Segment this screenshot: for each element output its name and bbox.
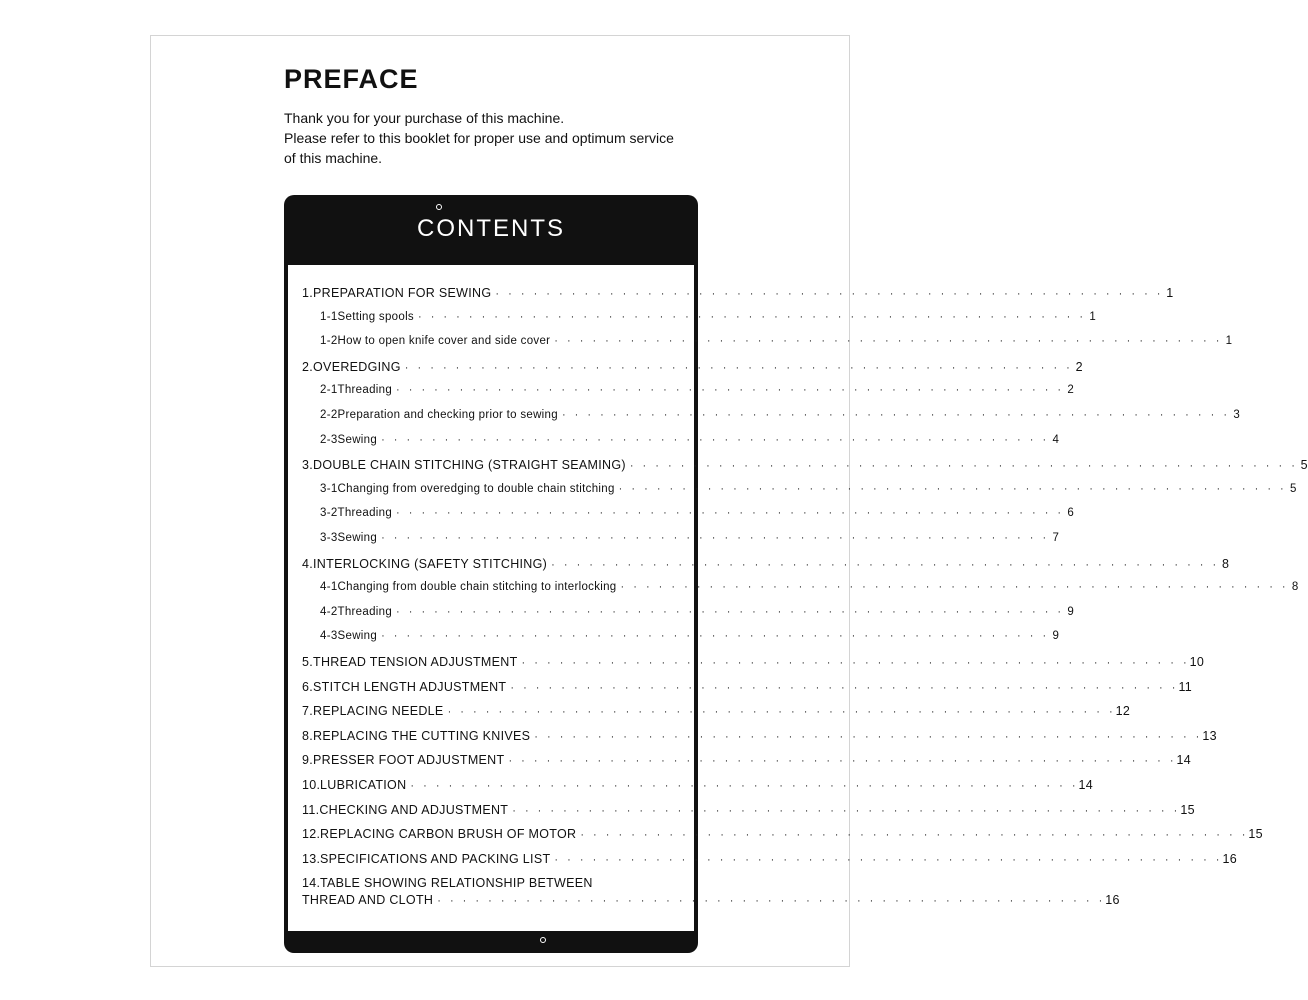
toc-entry-page: 1 xyxy=(1089,310,1097,323)
toc-entry-label: Sewing xyxy=(337,433,378,446)
toc-entry-number: 4-3 xyxy=(320,630,338,643)
toc-entry-page: 2 xyxy=(1075,359,1083,374)
toc-entry-number: 1. xyxy=(302,286,314,300)
toc-leader-dots: · · · · · · · · · · · · · · · · · · · · · · · · · · · · · · · · · · · · · · · · · · · · · · · · · · · · · xyxy=(410,780,1079,792)
toc-entry-label: Changing from double chain stitching to interlocking xyxy=(337,581,617,594)
toc-entry-page: 5 xyxy=(1290,482,1297,495)
toc-leader-dots: · · · · · · · · · · · · · · · · · · · · · · · · · · · · · · · · · · · · · · · · · · · · · · · · · · · · · xyxy=(554,853,1223,866)
toc-entry xyxy=(302,778,1094,796)
toc-entry xyxy=(302,556,1230,575)
toc-entry-label: THREAD TENSION ADJUSTMENT xyxy=(313,655,518,669)
toc-entry-page: 16 xyxy=(1222,851,1237,866)
toc-entry-number: 4-1 xyxy=(320,581,338,594)
toc-leader-dots: · · · · · · · · · · · · · · · · · · · · · · · · · · · · · · · · · · · · · · · · · · · · · · · · · · · · · xyxy=(512,804,1181,817)
toc-entry-page: 2 xyxy=(1067,384,1075,397)
toc-entry xyxy=(302,728,1217,747)
toc-entry-number: 3. xyxy=(302,458,314,473)
contents-title: CONTENTS xyxy=(417,215,565,242)
toc-entry xyxy=(320,384,1075,402)
toc-entry-label: REPLACING THE CUTTING KNIVES xyxy=(313,728,531,743)
toc-leader-dots: · · · · · · · · · · · · · · · · · · · · · · · · · · · · · · · · · · · · · · · · · · · · · · · · · · · · · xyxy=(510,681,1179,694)
toc-leader-dots: · · · · · · · · · · · · · · · · · · · · · · · · · · · · · · · · · · · · · · · · · · · · · · · · · · · · · xyxy=(508,755,1177,768)
toc-entry-label: PRESSER FOOT ADJUSTMENT xyxy=(313,753,505,768)
toc-entry-page: 4 xyxy=(1052,433,1060,446)
toc-leader-dots: · · · · · · · · · · · · · · · · · · · · · · · · · · · · · · · · · · · · · · · · · · · · · · · · · · · · · xyxy=(521,657,1190,669)
toc-entry xyxy=(302,359,1083,378)
toc-entry-page: 14 xyxy=(1176,753,1192,768)
toc-entry xyxy=(302,851,1237,870)
toc-entry-label: Changing from overedging to double chain stitching xyxy=(337,482,615,495)
toc-entry-number: 4-2 xyxy=(320,605,338,618)
toc-entry-number: 13. xyxy=(302,851,321,866)
toc-leader-dots: · · · · · · · · · · · · · · · · · · · · · · · · · · · · · · · · · · · · · · · · · · · · · · · · · · · · · xyxy=(620,581,1289,594)
toc-leader-dots: · · · · · · · · · · · · · · · · · · · · · · · · · · · · · · · · · · · · · · · · · · · · · · · · · · · · · xyxy=(447,706,1116,719)
toc-entry-page: 15 xyxy=(1248,827,1263,842)
toc-entry-number: 11. xyxy=(302,802,320,817)
toc-entry xyxy=(320,482,1297,501)
toc-entry-page: 16 xyxy=(1105,893,1120,908)
toc-entry xyxy=(302,876,686,894)
toc-entry-number: 2-1 xyxy=(320,384,338,397)
toc-entry-number: 12. xyxy=(302,827,321,842)
toc-entry-number: 2. xyxy=(302,359,314,374)
toc-entry-number: 9. xyxy=(302,753,314,768)
toc-leader-dots: · · · · · · · · · · · · · · · · · · · · · · · · · · · · · · · · · · · · · · · · · · · · · · · · · · · · · xyxy=(629,460,1298,473)
toc-entry xyxy=(320,310,1097,329)
toc-leader-dots: · · · · · · · · · · · · · · · · · · · · · · · · · · · · · · · · · · · · · · · · · · · · · · · · · · · · · xyxy=(381,433,1050,446)
toc-entry-number: 7. xyxy=(302,704,314,719)
toc-entry-label: INTERLOCKING (SAFETY STITCHING) xyxy=(313,556,548,571)
toc-leader-dots: · · · · · · · · · · · · · · · · · · · · · · · · · · · · · · · · · · · · · · · · · · · · · · · · · · · · · xyxy=(404,361,1073,374)
toc-entry xyxy=(302,893,1120,911)
toc-entry xyxy=(302,458,1308,476)
toc-entry-page: 15 xyxy=(1180,802,1195,817)
toc-leader-dots: · · · · · · · · · · · · · · · · · · · · · · · · · · · · · · · · · · · · · · · · · · · · · · · · · · · · · xyxy=(437,895,1106,908)
toc-entry-label: Preparation and checking prior to sewing xyxy=(337,409,558,421)
toc-entry-label: How to open knife cover and side cover xyxy=(337,335,551,348)
toc-entry-page: 6 xyxy=(1067,507,1075,520)
toc-entry-number: 1-1 xyxy=(320,310,338,323)
toc-entry xyxy=(302,802,1195,821)
toc-entry-number: 5. xyxy=(302,655,314,669)
toc-leader-dots: · · · · · · · · · · · · · · · · · · · · · · · · · · · · · · · · · · · · · · · · · · · · · · · · · · · · · xyxy=(396,507,1065,520)
toc-entry xyxy=(320,630,1060,648)
toc-entry-page: 9 xyxy=(1067,605,1075,618)
toc-entry xyxy=(320,433,1060,452)
toc-entry-label: THREAD AND CLOTH xyxy=(302,893,434,908)
preface-line: Please refer to this booklet for proper use and optimum service xyxy=(284,130,674,146)
toc-leader-dots: · · · · · · · · · · · · · · · · · · · · · · · · · · · · · · · · · · · · · · · · · · · · · · · · · · · · · xyxy=(618,482,1287,495)
toc-entry xyxy=(320,605,1075,624)
toc-entry xyxy=(320,532,1060,550)
toc-entry-label: SPECIFICATIONS AND PACKING LIST xyxy=(320,851,551,866)
toc-entry-number: 4. xyxy=(302,556,314,571)
toc-leader-dots: · · · · · · · · · · · · · · · · · · · · · · · · · · · · · · · · · · · · · · · · · · · · · · · · · · · · · xyxy=(551,558,1220,571)
toc-leader-dots: · · · · · · · · · · · · · · · · · · · · · · · · · · · · · · · · · · · · · · · · · · · · · · · · · · · · · xyxy=(580,829,1249,842)
toc-entry-label: Threading xyxy=(337,384,393,397)
toc-entry xyxy=(302,679,1193,698)
punch-hole-icon xyxy=(540,937,546,943)
toc-entry-label: Threading xyxy=(337,605,393,618)
toc-entry-page: 1 xyxy=(1225,335,1233,348)
toc-entry-label: OVEREDGING xyxy=(313,359,401,374)
toc-entry xyxy=(320,507,1075,525)
toc-entry-number: 14. xyxy=(302,876,321,891)
toc-entry xyxy=(302,753,1192,771)
preface-text xyxy=(284,108,714,168)
toc-leader-dots: · · · · · · · · · · · · · · · · · · · · · · · · · · · · · · · · · · · · · · · · · · · · · · · · · · · · · xyxy=(417,310,1087,323)
toc-leader-dots: · · · · · · · · · · · · · · · · · · · · · · · · · · · · · · · · · · · · · · · · · · · · · · · · · · · · · xyxy=(534,730,1203,743)
toc-entry-number: 6. xyxy=(302,679,314,694)
toc-entry-number: 8. xyxy=(302,728,314,743)
toc-entry-page: 1 xyxy=(1166,286,1174,300)
toc-leader-dots: · · · · · · · · · · · · · · · · · · · · · · · · · · · · · · · · · · · · · · · · · · · · · · · · · · · · · xyxy=(381,532,1050,544)
toc-entry xyxy=(302,704,1131,722)
toc-leader-dots: · · · · · · · · · · · · · · · · · · · · · · · · · · · · · · · · · · · · · · · · · · · · · · · · · · · · · xyxy=(554,335,1223,348)
toc-entry xyxy=(302,286,1174,304)
preface-line: Thank you for your purchase of this machine. xyxy=(284,110,565,126)
toc-entry-label: Sewing xyxy=(337,630,378,643)
toc-entry-page: 13 xyxy=(1202,728,1217,743)
toc-entry xyxy=(302,827,1263,845)
toc-entry-number: 2-2 xyxy=(320,409,338,421)
punch-hole-icon xyxy=(436,204,442,210)
toc-entry-number: 3-3 xyxy=(320,532,338,544)
toc-entry-label: PREPARATION FOR SEWING xyxy=(313,286,492,300)
toc-entry-page: 7 xyxy=(1052,532,1060,544)
preface-line: of this machine. xyxy=(284,150,383,166)
toc-leader-dots: · · · · · · · · · · · · · · · · · · · · · · · · · · · · · · · · · · · · · · · · · · · · · · · · · · · · · xyxy=(561,409,1231,421)
toc-entry-number: 10. xyxy=(302,778,321,792)
toc-entry-label: CHECKING AND ADJUSTMENT xyxy=(319,802,509,817)
toc-leader-dots: · · · · · · · · · · · · · · · · · · · · · · · · · · · · · · · · · · · · · · · · · · · · · · · · · · · · · xyxy=(381,630,1050,643)
toc-entry-label: STITCH LENGTH ADJUSTMENT xyxy=(313,679,507,694)
toc-leader-dots: · · · · · · · · · · · · · · · · · · · · · · · · · · · · · · · · · · · · · · · · · · · · · · · · · · · · · xyxy=(495,288,1164,300)
toc-entry-page: 10 xyxy=(1189,655,1205,669)
preface-title: PREFACE xyxy=(284,64,419,94)
toc-entry-label: LUBRICATION xyxy=(320,778,407,792)
toc-entry xyxy=(320,335,1233,353)
toc-entry-label: TABLE SHOWING RELATIONSHIP BETWEEN xyxy=(320,876,593,891)
toc-leader-dots: · · · · · · · · · · · · · · · · · · · · · · · · · · · · · · · · · · · · · · · · · · · · · · · · · · · · · xyxy=(396,384,1065,397)
toc-entry-label: Setting spools xyxy=(337,310,414,323)
toc-entry-page: 14 xyxy=(1078,778,1094,792)
toc-entry-page: 8 xyxy=(1291,581,1299,594)
toc-leader-dots: · · · · · · · · · · · · · · · · · · · · · · · · · · · · · · · · · · · · · · · · · · · · · · · · · · · · · xyxy=(396,605,1065,618)
toc-entry xyxy=(320,409,1241,427)
toc-entry-label: DOUBLE CHAIN STITCHING (STRAIGHT SEAMING) xyxy=(313,458,626,473)
toc-entry-number: 1-2 xyxy=(320,335,338,348)
toc-entry-label: REPLACING CARBON BRUSH OF MOTOR xyxy=(320,827,577,842)
toc-entry xyxy=(302,655,1205,673)
toc-entry-page: 12 xyxy=(1115,704,1131,719)
toc-entry-number: 3-2 xyxy=(320,507,338,520)
toc-entry-label: REPLACING NEEDLE xyxy=(313,704,444,719)
toc-entry xyxy=(320,581,1299,599)
toc-entry-page: 5 xyxy=(1300,458,1308,473)
toc-entry-label: Threading xyxy=(337,507,393,520)
toc-entry-number: 2-3 xyxy=(320,433,338,446)
toc-entry-number: 3-1 xyxy=(320,482,338,495)
toc-entry-page: 3 xyxy=(1233,409,1241,421)
toc-entry-page: 8 xyxy=(1221,556,1230,571)
toc-entry-page: 9 xyxy=(1052,630,1060,643)
toc-entry-page: 11 xyxy=(1178,679,1193,694)
toc-entry-label: Sewing xyxy=(337,532,378,544)
